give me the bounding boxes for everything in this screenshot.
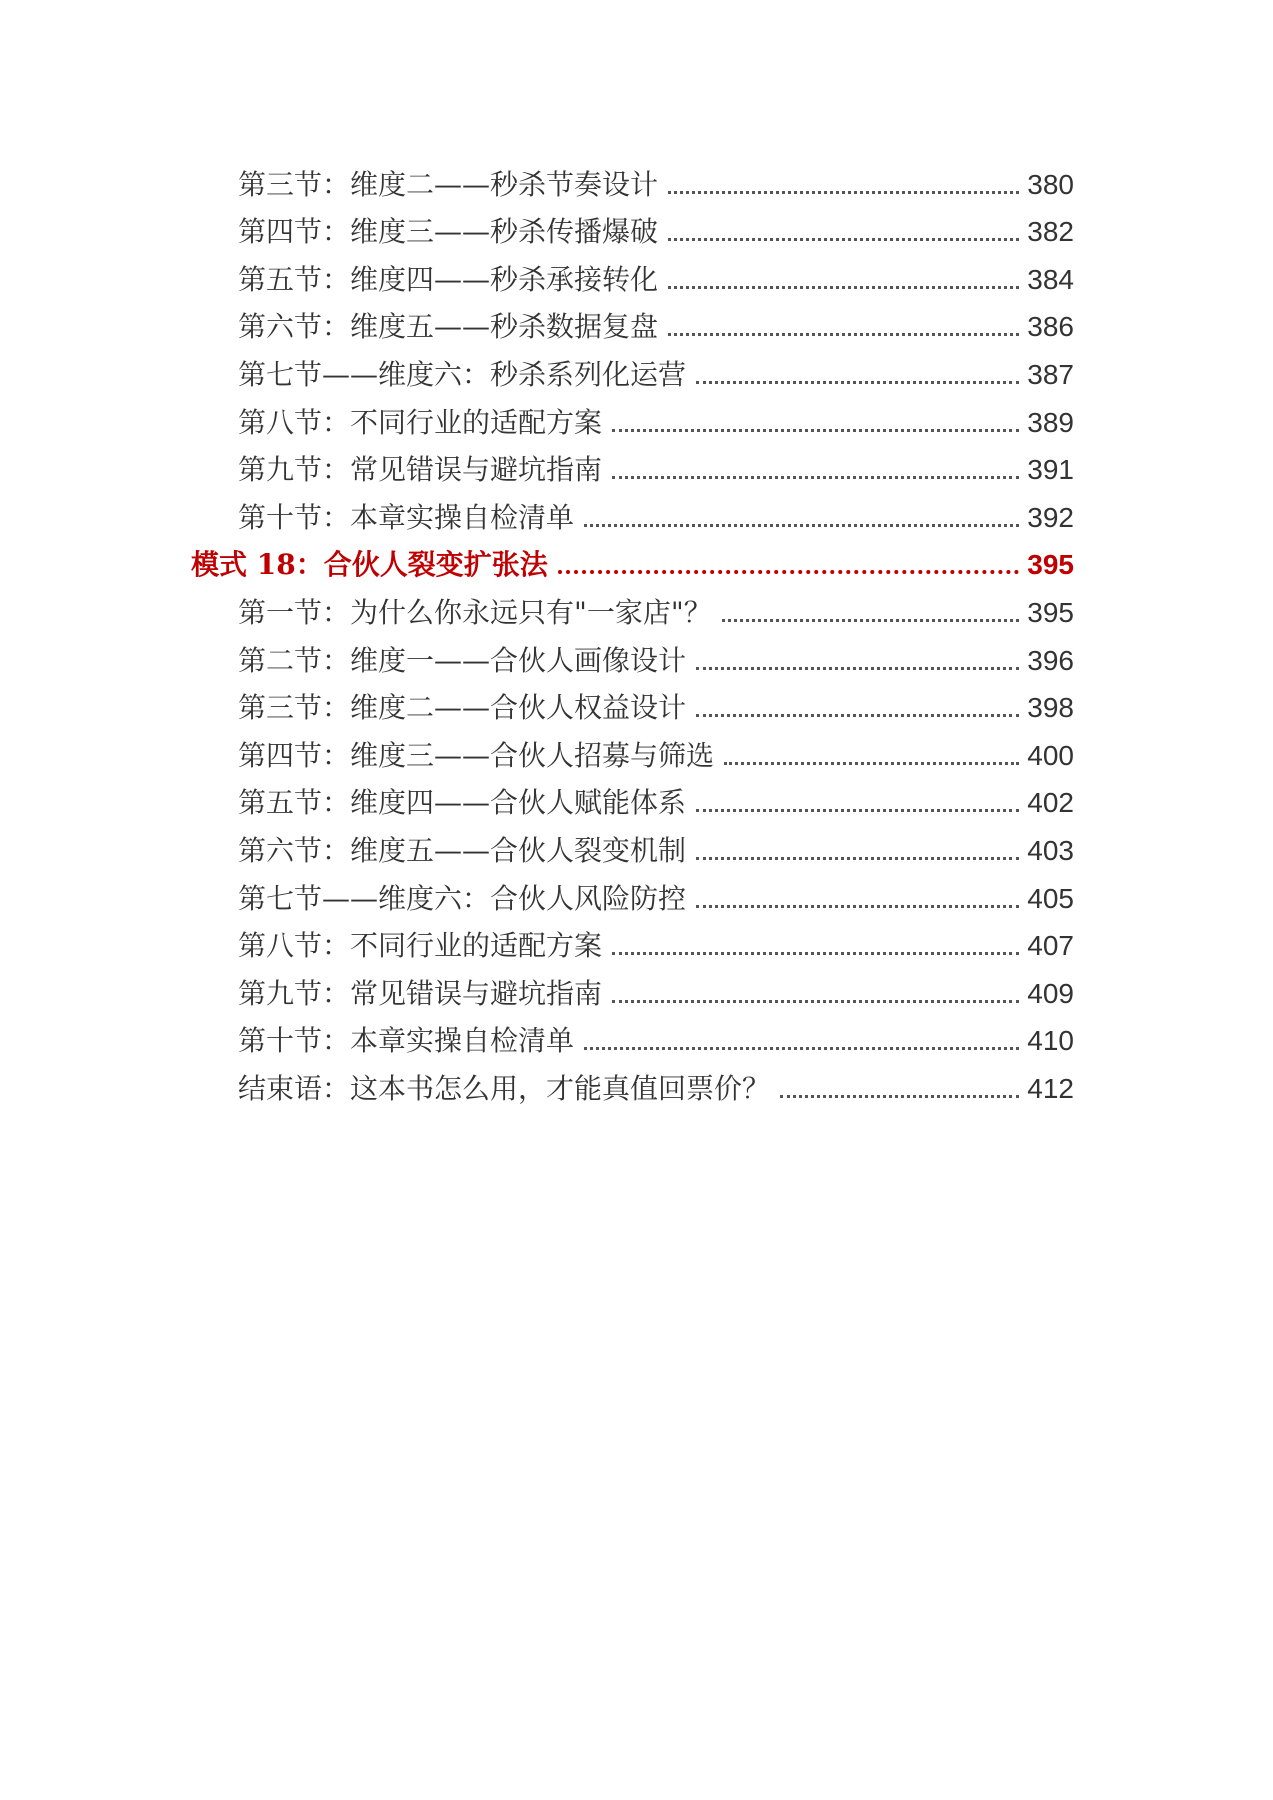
toc-entry-title: 第三节：维度二——合伙人权益设计 — [238, 691, 687, 725]
toc-entry[interactable] — [0, 630, 1273, 678]
toc-entry[interactable] — [0, 678, 1273, 726]
toc-entry-page-number: 387 — [1027, 358, 1074, 390]
toc-entry-page-number: 407 — [1027, 930, 1074, 962]
toc-entry-page-number: 395 — [1027, 596, 1074, 628]
table-of-contents — [0, 154, 1273, 1106]
toc-entry-page-number: 405 — [1027, 882, 1074, 914]
toc-chapter-page-number: 395 — [1027, 549, 1074, 581]
toc-entry-title: 第七节——维度六：秒杀系列化运营 — [238, 357, 687, 391]
toc-entry-title: 第八节：不同行业的适配方案 — [238, 929, 603, 963]
toc-entry-page-number: 396 — [1027, 644, 1074, 676]
toc-entry-title: 第一节：为什么你永远只有"一家店"？ — [238, 595, 712, 629]
toc-entry[interactable] — [0, 344, 1273, 392]
dot-leader — [780, 1095, 1019, 1098]
toc-entry[interactable] — [0, 1011, 1273, 1059]
toc-entry-page-number: 402 — [1027, 787, 1074, 819]
toc-entry[interactable] — [0, 725, 1273, 773]
dot-leader — [724, 762, 1019, 765]
toc-entry[interactable] — [0, 154, 1273, 202]
toc-entry[interactable] — [0, 582, 1273, 630]
toc-entry-page-number: 412 — [1027, 1072, 1074, 1104]
toc-entry-title: 第六节：维度五——合伙人裂变机制 — [238, 833, 687, 867]
toc-entry-title: 第九节：常见错误与避坑指南 — [238, 453, 603, 487]
toc-entry-title: 第四节：维度三——合伙人招募与筛选 — [238, 738, 715, 772]
dot-leader — [668, 333, 1019, 336]
dot-leader — [558, 570, 1020, 574]
toc-entry-title: 第三节：维度二——秒杀节奏设计 — [238, 167, 659, 201]
toc-entry-page-number: 386 — [1027, 311, 1074, 343]
dot-leader — [584, 1047, 1019, 1050]
toc-entry[interactable] — [0, 868, 1273, 916]
toc-entry[interactable] — [0, 820, 1273, 868]
toc-entry-title: 第六节：维度五——秒杀数据复盘 — [238, 310, 659, 344]
toc-entry-page-number: 389 — [1027, 406, 1074, 438]
toc-chapter-heading[interactable] — [0, 535, 1273, 583]
toc-entry-page-number: 398 — [1027, 692, 1074, 724]
toc-entry-page-number: 410 — [1027, 1025, 1074, 1057]
toc-entry-title: 第四节：维度三——秒杀传播爆破 — [238, 215, 659, 249]
dot-leader — [668, 191, 1019, 194]
dot-leader — [696, 667, 1019, 670]
dot-leader — [612, 952, 1019, 955]
toc-entry-title: 第七节——维度六：合伙人风险防控 — [238, 881, 687, 915]
toc-chapter-title: 模式 18：合伙人裂变扩张法 — [191, 548, 548, 582]
toc-entry-page-number: 403 — [1027, 834, 1074, 866]
toc-entry-title: 第五节：维度四——秒杀承接转化 — [238, 262, 659, 296]
toc-entry-title: 第八节：不同行业的适配方案 — [238, 405, 603, 439]
dot-leader — [668, 286, 1019, 289]
toc-entry-page-number: 384 — [1027, 263, 1074, 295]
dot-leader — [696, 809, 1019, 812]
toc-entry-title: 第九节：常见错误与避坑指南 — [238, 976, 603, 1010]
dot-leader — [696, 714, 1019, 717]
dot-leader — [612, 476, 1019, 479]
dot-leader — [696, 381, 1019, 384]
toc-entry[interactable] — [0, 487, 1273, 535]
dot-leader — [668, 238, 1019, 241]
toc-entry[interactable] — [0, 297, 1273, 345]
toc-entry[interactable] — [0, 392, 1273, 440]
toc-entry-title: 第十节：本章实操自检清单 — [238, 500, 575, 534]
toc-entry[interactable] — [0, 440, 1273, 488]
toc-entry-page-number: 409 — [1027, 977, 1074, 1009]
toc-entry-page-number: 400 — [1027, 739, 1074, 771]
toc-entry[interactable] — [0, 916, 1273, 964]
dot-leader — [696, 905, 1019, 908]
toc-entry-title: 第十节：本章实操自检清单 — [238, 1024, 575, 1058]
toc-entry-page-number: 391 — [1027, 454, 1074, 486]
toc-entry[interactable] — [0, 249, 1273, 297]
dot-leader — [722, 619, 1020, 622]
toc-entry[interactable] — [0, 202, 1273, 250]
toc-entry-page-number: 382 — [1027, 216, 1074, 248]
toc-entry-title: 第二节：维度一——合伙人画像设计 — [238, 643, 687, 677]
toc-entry-title: 结束语：这本书怎么用，才能真值回票价？ — [238, 1071, 771, 1105]
toc-entry[interactable] — [0, 1058, 1273, 1106]
toc-entry-page-number: 392 — [1027, 501, 1074, 533]
toc-entry[interactable] — [0, 773, 1273, 821]
toc-entry-title: 第五节：维度四——合伙人赋能体系 — [238, 786, 687, 820]
dot-leader — [584, 524, 1019, 527]
toc-entry[interactable] — [0, 963, 1273, 1011]
dot-leader — [612, 1000, 1019, 1003]
dot-leader — [612, 429, 1019, 432]
dot-leader — [696, 857, 1019, 860]
toc-entry-page-number: 380 — [1027, 168, 1074, 200]
